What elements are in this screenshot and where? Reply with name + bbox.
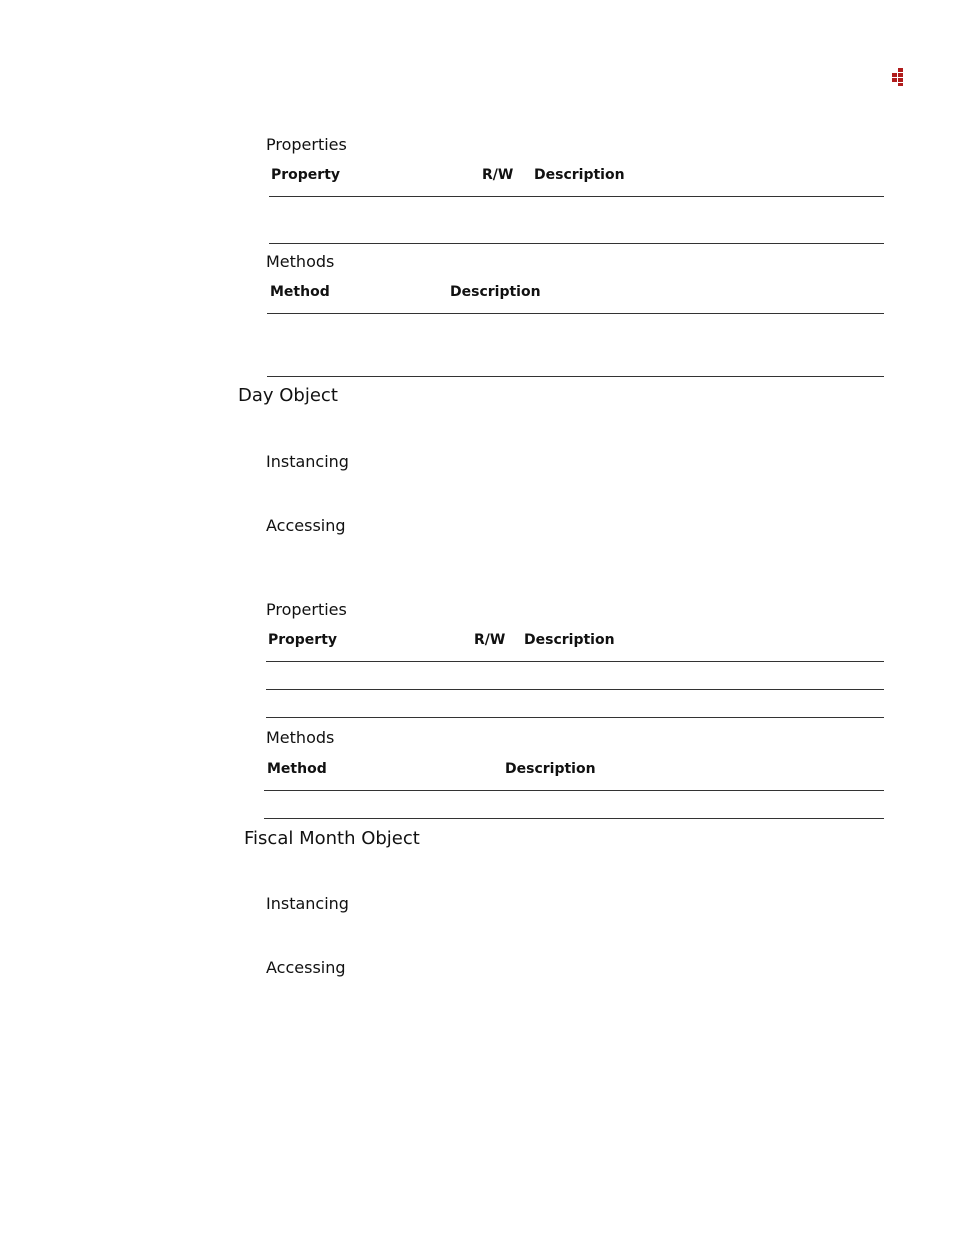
- table-rule: [264, 790, 884, 791]
- object-title: Day Object: [238, 385, 338, 406]
- properties-heading: Properties: [266, 135, 347, 154]
- column-header-description: Description: [450, 284, 541, 300]
- accessing-heading: Accessing: [266, 958, 346, 977]
- column-header-description: Description: [534, 167, 625, 183]
- column-header-method: Method: [270, 284, 330, 300]
- table-rule: [266, 717, 884, 718]
- column-header-rw: R/W: [482, 167, 514, 183]
- column-header-method: Method: [267, 761, 327, 777]
- instancing-heading: Instancing: [266, 452, 349, 471]
- column-header-property: Property: [271, 167, 341, 183]
- accessing-heading: Accessing: [266, 516, 346, 535]
- table-rule: [267, 376, 884, 377]
- column-header-property: Property: [268, 632, 338, 648]
- table-rule: [267, 313, 884, 314]
- object-title: Fiscal Month Object: [244, 828, 420, 849]
- table-rule: [266, 661, 884, 662]
- brand-logo-icon: [892, 68, 906, 86]
- column-header-rw: R/W: [474, 632, 506, 648]
- instancing-heading: Instancing: [266, 894, 349, 913]
- table-rule: [269, 243, 884, 244]
- methods-heading: Methods: [266, 252, 335, 271]
- methods-heading: Methods: [266, 728, 335, 747]
- table-rule: [264, 818, 884, 819]
- column-header-description: Description: [505, 761, 596, 777]
- column-header-description: Description: [524, 632, 615, 648]
- properties-heading: Properties: [266, 600, 347, 619]
- table-rule: [266, 689, 884, 690]
- table-rule: [269, 196, 884, 197]
